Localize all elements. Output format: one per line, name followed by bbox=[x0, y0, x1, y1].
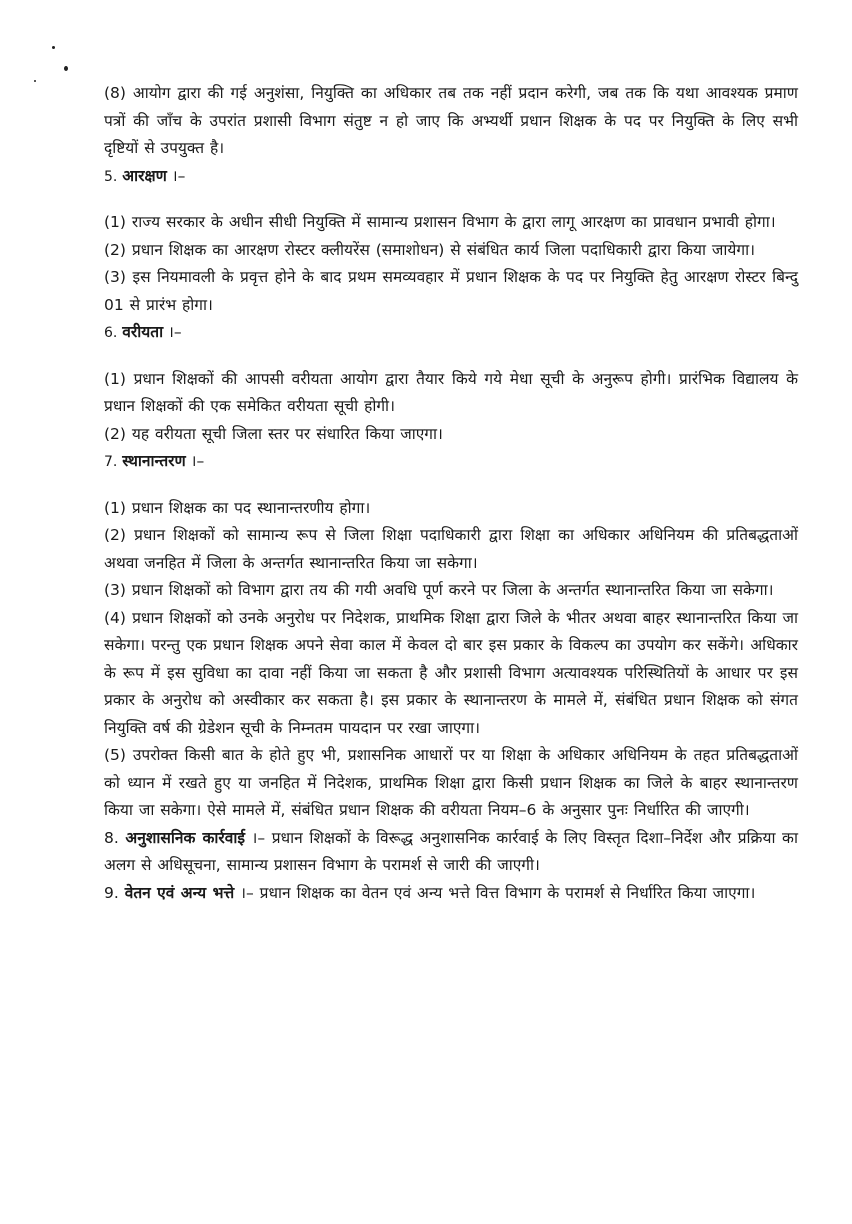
transfer-clause-3: (3) प्रधान शिक्षकों को विभाग द्वारा तय की गयी अवधि पूर्ण करने पर जिला के अन्तर्गत स्थानान्तरित किया जा सकेगा। bbox=[104, 581, 774, 599]
document-body bbox=[104, 80, 798, 907]
spacer bbox=[104, 348, 798, 366]
section-number: 8. bbox=[104, 828, 119, 847]
section-number: 9. bbox=[104, 883, 119, 902]
reservation-clause-1: (1) राज्य सरकार के अधीन सीधी नियुक्ति में सामान्य प्रशासन विभाग के द्वारा लागू आरक्षण का प्रावधान प्रभावी होगा। bbox=[104, 213, 776, 231]
section-suffix: ।– bbox=[190, 452, 205, 470]
section-number: 7. bbox=[104, 454, 118, 470]
scan-speck bbox=[34, 80, 36, 82]
section-disciplinary-action bbox=[104, 825, 798, 880]
section-text: ।– प्रधान शिक्षकों के विरूद्ध अनुशासनिक कार्रवाई के लिए विस्तृत दिशा–निर्देश और प्रक्रिया का अलग से अधिसूचना, सामान्य प्रशासन विभाग के परामर्श से जारी की जाएगी। bbox=[104, 828, 798, 874]
section-title: स्थानान्तरण bbox=[122, 452, 186, 470]
transfer-clause-2: (2) प्रधान शिक्षकों को सामान्य रूप से जिला शिक्षा पदाधिकारी द्वारा शिक्षा का अधिकार अधिनियम की प्रतिबद्धताओं अथवा जनहित में जिला के अन्तर्गत स्थानान्तरित किया जा सकेगा। bbox=[104, 526, 798, 572]
clause-8-paragraph: (8) आयोग द्वारा की गई अनुशंसा, नियुक्ति का अधिकार तब तक नहीं प्रदान करेगी, जब तक कि यथा आवश्यक प्रमाण पत्रों की जाँच के उपरांत प्रशासी विभाग संतुष्ट न हो जाए कि अभ्यर्थी प्रधान शिक्षक के पद पर नियुक्ति के लिए सभी दृष्टियों से उपयुक्त है। bbox=[104, 84, 798, 157]
seniority-clause-1: (1) प्रधान शिक्षकों की आपसी वरीयता आयोग द्वारा तैयार किये गये मेधा सूची के अनुरूप होगी। प्रारंभिक विद्यालय के प्रधान शिक्षकों की एक समेकित वरीयता सूची होगी। bbox=[104, 369, 798, 415]
reservation-clause-2: (2) प्रधान शिक्षक का आरक्षण रोस्टर क्लीयरेंस (समाशोधन) से संबंधित कार्य जिला पदाधिकारी द्वारा किया जायेगा। bbox=[104, 240, 756, 259]
section-suffix: ।– bbox=[168, 323, 182, 341]
scan-speck bbox=[52, 46, 55, 49]
section-title: वरीयता bbox=[122, 323, 164, 341]
section-title: वेतन एवं अन्य भत्ते bbox=[124, 883, 235, 902]
seniority-clause-2: (2) यह वरीयता सूची जिला स्तर पर संधारित किया जाएगा। bbox=[104, 424, 443, 443]
section-suffix: ।– bbox=[171, 166, 186, 185]
transfer-clause-5: (5) उपरोक्त किसी बात के होते हुए भी, प्रशासनिक आधारों पर या शिक्षा के अधिकार अधिनियम के तहत प्रतिबद्धताओं को ध्यान में रखते हुए या जनहित में निदेशक, प्राथमिक शिक्षा द्वारा किसी प्रधान शिक्षक का जिले के बाहर स्थानान्तरण किया जा सकेगा। ऐसे मामले में, संबंधित प्रधान शिक्षक की वरीयता नियम–6 के अनुसार पुनः निर्धारित की जाएगी। bbox=[104, 746, 798, 819]
transfer-clause-4: (4) प्रधान शिक्षकों को उनके अनुरोध पर निदेशक, प्राथमिक शिक्षा द्वारा जिले के भीतर अथवा बाहर स्थानान्तरित किया जा सकेगा। परन्तु एक प्रधान शिक्षक अपने सेवा काल में केवल दो बार इस प्रकार के विकल्प का उपयोग कर सकेंगे। अधिकार के रूप में इस सुविधा का दावा नहीं किया जा सकता है और प्रशासी विभाग अत्यावश्यक परिस्थितियों के आधार पर इस प्रकार के अनुरोध को अस्वीकार कर सकता है। इस प्रकार के स्थानान्तरण के मामले में, संबंधित प्रधान शिक्षक को संगत नियुक्ति वर्ष की ग्रेडेशन सूची के निम्नतम पायदान पर रखा जाएगा। bbox=[104, 608, 798, 737]
transfer-clause-1: (1) प्रधान शिक्षक का पद स्थानान्तरणीय होगा। bbox=[104, 498, 371, 517]
section-heading-transfer bbox=[104, 448, 798, 477]
section-number: 6. bbox=[104, 325, 118, 341]
section-title: आरक्षण bbox=[122, 166, 167, 185]
section-text: ।– प्रधान शिक्षक का वेतन एवं अन्य भत्ते वित्त विभाग के परामर्श से निर्धारित किया जाएगा। bbox=[240, 883, 756, 902]
section-heading-reservation bbox=[104, 163, 798, 192]
reservation-clause-3: (3) इस नियमावली के प्रवृत्त होने के बाद प्रथम समव्यवहार में प्रधान शिक्षक के पद पर नियुक्ति हेतु आरक्षण रोस्टर बिन्दु 01 से प्रारंभ होगा। bbox=[104, 268, 798, 314]
section-heading-seniority bbox=[104, 319, 798, 348]
scan-speck bbox=[64, 66, 68, 71]
section-title: अनुशासनिक कार्रवाई bbox=[125, 828, 245, 847]
spacer bbox=[104, 191, 798, 209]
spacer bbox=[104, 477, 798, 495]
section-salary-allowances bbox=[104, 880, 798, 908]
section-number: 5. bbox=[104, 168, 118, 185]
